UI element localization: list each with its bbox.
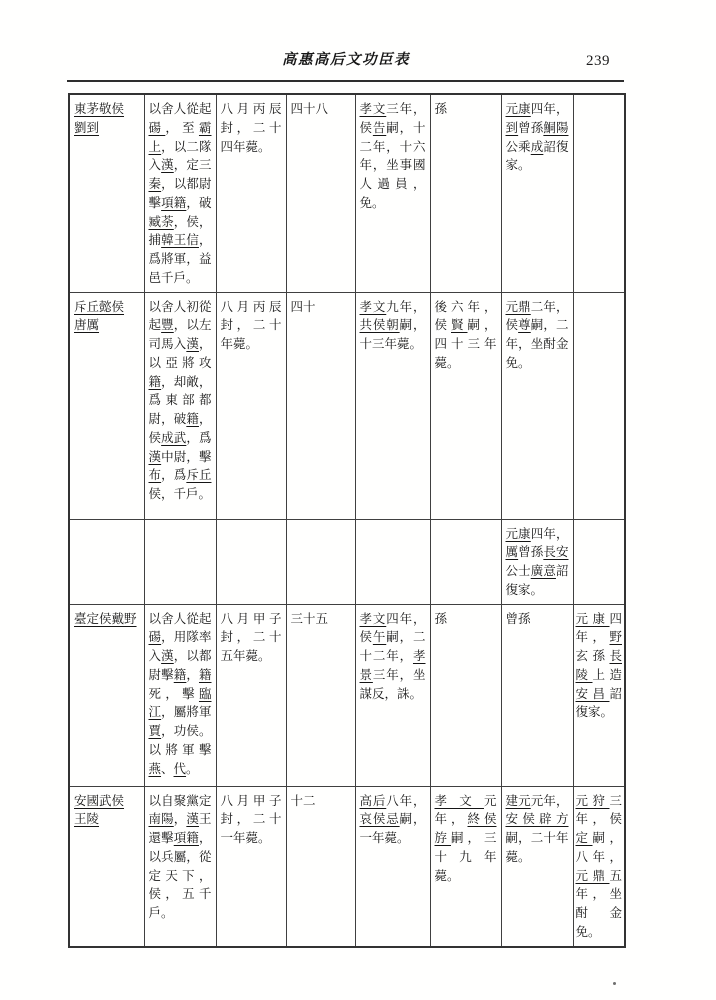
- proper-noun-underlined: 安昌: [575, 686, 610, 701]
- proper-noun-underlined: 長陵: [575, 649, 622, 682]
- text-segment: 曾孫: [518, 120, 544, 135]
- table-cell: [69, 604, 144, 786]
- proper-noun-underlined: 戴野: [111, 611, 137, 626]
- text-segment: 八月甲子封，二十五年薨。: [220, 611, 282, 663]
- table-cell: [501, 786, 573, 947]
- text-segment: 孫: [434, 102, 448, 116]
- text-segment: 後六年，侯: [434, 299, 497, 333]
- proper-noun-underlined: 鮦陽: [543, 120, 569, 135]
- text-segment: 元年，: [530, 793, 569, 808]
- text-segment: 四年，: [530, 526, 569, 541]
- proper-noun-underlined: 賈: [148, 724, 162, 738]
- table-row: [69, 292, 625, 519]
- text-segment: 。: [186, 761, 199, 776]
- proper-noun-underlined: 尊: [518, 318, 531, 333]
- table-cell: [355, 604, 430, 786]
- proper-noun-underlined: 漢: [148, 449, 162, 464]
- table-cell: [573, 604, 625, 786]
- text-segment: 三十五: [290, 611, 329, 626]
- text-segment: 詔復家。: [575, 686, 622, 720]
- table-cell: [501, 519, 573, 604]
- proper-noun-underlined: 豐: [161, 318, 174, 333]
- text-segment: ，侯: [148, 412, 212, 445]
- text-segment: ，侯，捕: [148, 214, 212, 248]
- table-cell: [355, 786, 430, 947]
- text-segment: 侯，千戶。: [148, 487, 212, 501]
- table-cell: [286, 292, 355, 519]
- text-segment: 四年，侯: [359, 611, 426, 645]
- proper-noun-underlined: 安侯辟方: [505, 812, 569, 827]
- table-cell: [573, 292, 625, 519]
- text-segment: ，以亞將攻: [148, 337, 212, 370]
- text-segment: ，用隊率入: [148, 630, 212, 663]
- text-segment: 中尉，擊: [161, 449, 212, 464]
- proper-noun-underlined: 元鼎: [505, 299, 531, 314]
- proper-noun-underlined: 唐厲: [74, 318, 100, 333]
- text-segment: ，功侯。以將軍擊: [148, 724, 212, 757]
- proper-noun-underlined: 定: [575, 831, 593, 845]
- proper-noun-underlined: 成: [530, 139, 544, 154]
- page-title: 高惠高后文功臣表: [282, 52, 410, 68]
- table-cell: [286, 519, 355, 604]
- proper-noun-underlined: 孝文: [359, 299, 387, 314]
- proper-noun-underlined: 燕: [148, 761, 162, 776]
- proper-noun-underlined: 南陽: [148, 812, 174, 827]
- annals-table-body: [69, 94, 625, 947]
- text-segment: 五年，坐酎金免。: [575, 868, 622, 939]
- proper-noun-underlined: 野: [609, 630, 622, 645]
- table-cell: [501, 94, 573, 292]
- proper-noun-underlined: 韓王信: [161, 233, 199, 248]
- table-cell: [144, 519, 216, 604]
- text-segment: ，爲將軍，益邑千戶。: [148, 233, 212, 285]
- proper-noun-underlined: 孝文: [359, 102, 387, 116]
- table-row: [69, 519, 625, 604]
- text-segment: 元年，: [434, 793, 497, 827]
- text-segment: ，定三: [173, 158, 212, 173]
- proper-noun-underlined: 午: [372, 630, 387, 645]
- text-segment: 嗣，四十三年薨。: [434, 318, 497, 370]
- table-cell: [286, 604, 355, 786]
- text-segment: ，爲: [186, 430, 212, 445]
- proper-noun-underlined: 安國武侯: [74, 793, 125, 808]
- table-cell: [216, 604, 286, 786]
- text-segment: ，屬將軍: [161, 705, 212, 720]
- text-segment: 嗣，八年，: [575, 831, 622, 864]
- proper-noun-underlined: 劉到: [74, 120, 100, 135]
- table-cell: [355, 94, 430, 292]
- text-segment: 四十: [290, 299, 316, 314]
- table-cell: [69, 94, 144, 292]
- proper-noun-underlined: 籍: [186, 412, 199, 426]
- table-cell: [216, 786, 286, 947]
- text-segment: ，至: [165, 120, 199, 135]
- text-segment: 死，擊: [148, 686, 199, 701]
- table-cell: [144, 292, 216, 519]
- proper-noun-underlined: 元狩: [575, 793, 610, 808]
- proper-noun-underlined: 賢: [451, 318, 468, 333]
- text-segment: 八年，: [386, 793, 426, 808]
- proper-noun-underlined: 元康: [505, 526, 531, 541]
- text-segment: 以舍人從起: [148, 611, 212, 626]
- proper-noun-underlined: 元康: [575, 611, 610, 626]
- annals-table: [68, 93, 626, 948]
- table-cell: [501, 604, 573, 786]
- proper-noun-underlined: 籍: [198, 667, 212, 682]
- text-segment: 四十八: [290, 102, 329, 116]
- text-segment: 八月甲子封，二十一年薨。: [220, 793, 282, 845]
- text-segment: 八月丙辰封，二十四年薨。: [220, 102, 282, 154]
- proper-noun-underlined: 元康: [505, 102, 531, 116]
- text-segment: 玄孫: [575, 649, 610, 663]
- text-segment: 公乘: [505, 139, 531, 154]
- proper-noun-underlined: 碭: [148, 630, 162, 645]
- proper-noun-underlined: 代: [173, 761, 187, 776]
- proper-noun-underlined: 秦: [148, 177, 162, 191]
- proper-noun-underlined: 漢: [161, 649, 174, 663]
- text-segment: 四年，: [530, 102, 569, 116]
- text-segment: 公士: [505, 564, 531, 578]
- text-segment: 嗣，二十二年，: [359, 630, 426, 663]
- text-segment: ，以都尉擊: [148, 649, 212, 682]
- text-segment: 以舍人從起: [148, 102, 212, 116]
- proper-noun-underlined: 漢: [186, 337, 199, 351]
- proper-noun-underlined: 漢: [186, 812, 199, 827]
- text-segment: ，以二隊入: [148, 139, 212, 173]
- table-cell: [216, 94, 286, 292]
- text-segment: 嗣，一年薨。: [359, 812, 426, 845]
- proper-noun-underlined: 孝文: [434, 793, 484, 808]
- text-segment: ，: [173, 812, 187, 827]
- proper-noun-underlined: 霸上: [148, 120, 212, 154]
- proper-noun-underlined: 籍: [173, 667, 187, 682]
- text-segment: 、: [161, 761, 174, 776]
- table-cell: [430, 604, 501, 786]
- text-segment: 以自聚黨定: [148, 793, 212, 808]
- table-cell: [573, 786, 625, 947]
- text-segment: ，: [186, 667, 199, 682]
- text-segment: 嗣，二年，坐酎金免。: [505, 318, 569, 370]
- text-segment: 曾孫: [518, 545, 544, 560]
- proper-noun-underlined: 到: [505, 120, 519, 135]
- proper-noun-underlined: 臺定侯: [74, 611, 112, 626]
- table-cell: [573, 94, 625, 292]
- table-row: [69, 786, 625, 947]
- proper-noun-underlined: 布: [148, 468, 162, 483]
- table-cell: [144, 604, 216, 786]
- table-cell: [430, 786, 501, 947]
- table-cell: [216, 292, 286, 519]
- proper-noun-underlined: 碭: [148, 120, 166, 135]
- proper-noun-underlined: 終侯斿: [434, 812, 497, 845]
- table-cell: [355, 519, 430, 604]
- table-cell: [573, 519, 625, 604]
- proper-noun-underlined: 孝景: [359, 649, 426, 682]
- text-segment: ，爲: [161, 468, 187, 483]
- text-segment: 嗣，二十年薨。: [505, 831, 569, 864]
- proper-noun-underlined: 斥丘: [186, 468, 212, 483]
- text-segment: 三年，侯: [359, 102, 426, 135]
- text-segment: 嗣，十三年薨。: [359, 318, 426, 351]
- text-segment: 十二: [290, 793, 316, 808]
- proper-noun-underlined: 廣意: [530, 564, 556, 578]
- table-cell: [69, 292, 144, 519]
- proper-noun-underlined: 籍: [148, 374, 162, 389]
- table-cell: [69, 519, 144, 604]
- text-segment: 三年，坐謀反，誅。: [359, 667, 426, 701]
- text-segment: 四年，: [575, 611, 622, 645]
- table-cell: [144, 786, 216, 947]
- text-segment: ，破: [186, 195, 212, 210]
- proper-noun-underlined: 項籍: [161, 195, 187, 210]
- text-segment: 嗣，三十九年薨。: [434, 831, 497, 883]
- text-segment: 上造: [592, 667, 622, 682]
- text-segment: ，以左司馬入: [148, 318, 212, 351]
- page-number: 239: [586, 53, 610, 69]
- text-segment: 二年，侯: [505, 299, 569, 333]
- table-cell: [286, 786, 355, 947]
- proper-noun-underlined: 王陵: [74, 812, 100, 827]
- text-segment: 三年，侯: [575, 793, 622, 827]
- page-header: [68, 50, 624, 74]
- text-segment: 曾孫: [505, 611, 531, 626]
- proper-noun-underlined: 臨江: [148, 686, 212, 720]
- proper-noun-underlined: 臧荼: [148, 214, 174, 229]
- table-cell: [430, 292, 501, 519]
- proper-noun-underlined: 厲: [505, 545, 519, 560]
- table-cell: [69, 786, 144, 947]
- table-cell: [216, 519, 286, 604]
- proper-noun-underlined: 共侯朝: [359, 318, 400, 333]
- table-cell: [355, 292, 430, 519]
- proper-noun-underlined: 孝文: [359, 611, 387, 626]
- proper-noun-underlined: 高后: [359, 793, 387, 808]
- text-segment: 詔復家。: [505, 564, 569, 597]
- table-cell: [430, 519, 501, 604]
- table-row: [69, 94, 625, 292]
- proper-noun-underlined: 漢: [161, 158, 174, 173]
- table-cell: [430, 94, 501, 292]
- table-cell: [144, 94, 216, 292]
- text-segment: 九年，: [386, 299, 426, 314]
- table-cell: [501, 292, 573, 519]
- proper-noun-underlined: 斥丘懿侯: [74, 299, 125, 314]
- table-cell: [286, 94, 355, 292]
- text-segment: ，以都尉擊: [148, 177, 212, 210]
- text-segment: 嗣，十二年，十六年，坐事國人過員，免。: [359, 120, 426, 210]
- proper-noun-underlined: 東茅敬侯: [74, 102, 125, 116]
- text-segment: ，以兵屬，從定天下，侯，五千戶。: [148, 831, 212, 920]
- ink-speck: [613, 982, 616, 985]
- text-segment: 詔復家。: [505, 139, 569, 173]
- text-segment: 以舍人初從起: [148, 299, 212, 333]
- text-segment: 孫: [434, 611, 448, 626]
- proper-noun-underlined: 元鼎: [575, 868, 610, 883]
- header-rule: [67, 80, 624, 82]
- text-segment: 八月丙辰封，二十年薨。: [220, 299, 282, 351]
- text-segment: ，却敵，爲東部都尉，破: [148, 374, 212, 426]
- text-segment: 王還擊: [148, 812, 212, 845]
- proper-noun-underlined: 告: [372, 120, 387, 135]
- proper-noun-underlined: 哀侯忌: [359, 812, 400, 827]
- proper-noun-underlined: 項籍: [173, 831, 199, 845]
- proper-noun-underlined: 建元: [505, 793, 531, 808]
- proper-noun-underlined: 成武: [161, 430, 187, 445]
- proper-noun-underlined: 長安: [543, 545, 569, 560]
- table-row: [69, 604, 625, 786]
